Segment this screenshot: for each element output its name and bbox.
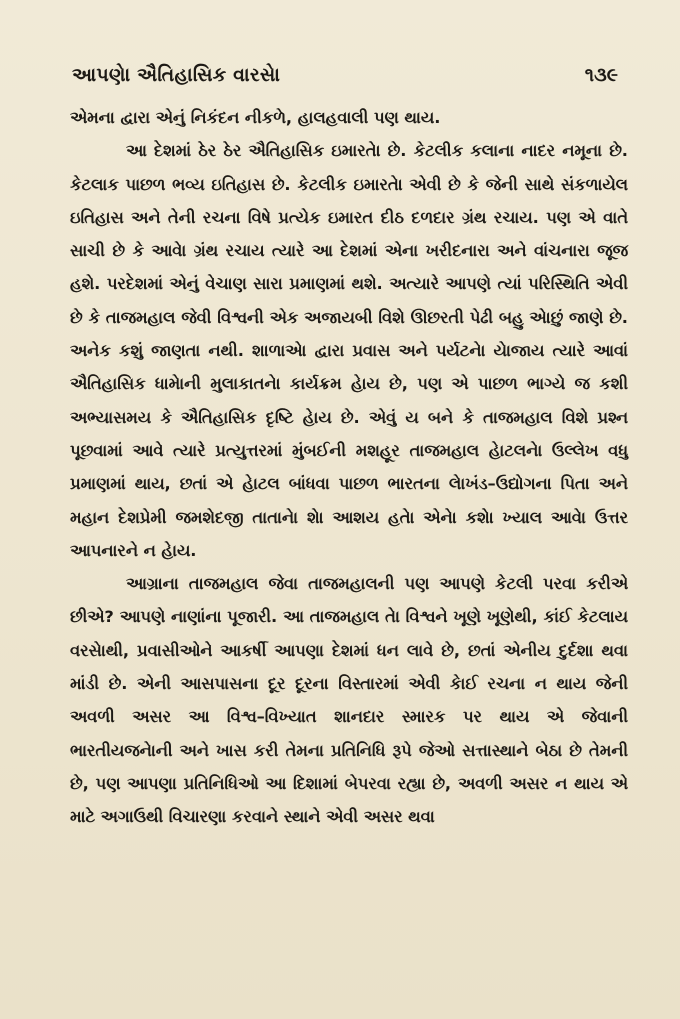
body-text bbox=[70, 101, 628, 834]
page-number: ૧૩૯ bbox=[584, 64, 618, 86]
chapter-title: આપણેા ઐતિહાસિક વારસેા bbox=[72, 64, 281, 86]
paragraph-taj-mahal: આગ્રાના તાજમહાલ જેવા તાજમહાલની પણ આપણે કેટલી પરવા કરીએ છીએ? આપણે નાણાંના પૂજારી. આ તાજમહાલ તેા વિશ્વને ખૂણે ખૂણેથી, કાંઈ કેટલાય વરસેાથી, પ્રવાસીઓને આકર્ષી આપણા દેશમાં ધન લાવે છે, છતાં એનીય દુર્દશા થવા માંડી છે. એની આસપાસના દૂર દૂરના વિસ્તારમાં એવી કેાઈ રચના ન થાય જેની અવળી અસર આ વિશ્વ–વિખ્યાત શાનદાર સ્મારક પર થાય એ જેવાની ભારતીયજનેાની અને ખાસ કરી તેમના પ્રતિનિધિ રૂપે જેઓ સત્તાસ્થાને બેઠા છે તેમની છે, પણ આપણા પ્રતિનિધિઓ આ દિશામાં બેપરવા રહ્યા છે, અવળી અસર ન થાય એ માટે અગાઉથી વિચારણા કરવાને સ્થાને એવી અસર થવા bbox=[70, 574, 628, 827]
running-header bbox=[72, 60, 618, 90]
paragraph-monuments: આ દેશમાં ઠેર ઠેર ઐતિહાસિક ઇમારતેા છે. કેટલીક કલાના નાદર નમૂના છે. કેટલાક પાછળ ભવ્ય ઇતિહાસ છે. કેટલીક ઇમારતેા એવી છે કે જેની સાથે સંકળાયેલ ઇતિહાસ અને તેની રચના વિષે પ્રત્યેક ઇમારત દીઠ દળદાર ગ્રંથ રચાય. પણ એ વાતે સાચી છે કે આવેા ગ્રંથ રચાય ત્યારે આ દેશમાં એના ખરીદનારા અને વાંચનારા જૂજ હશે. પરદેશમાં એનું વેચાણ સારા પ્રમાણમાં થશે. અત્યારે આપણે ત્યાં પરિસ્થિતિ એવી છે કે તાજમહાલ જેવી વિશ્વની એક અજાયબી વિશે ઊછરતી પેઢી બહુ એાછું જાણે છે. અનેક કશું જાણતા નથી. શાળાએા દ્વારા પ્રવાસ અને પર્યટનેા યેાજાય ત્યારે આવાં ઐતિહાસિક ધામેાની મુલાકાતનેા કાર્યક્રમ હેાય છે, પણ એ પાછળ ભાગ્યે જ કશી અભ્યાસમય કે ઐતિહાસિક દૃષ્ટિ હેાય છે. એવું ય બને કે તાજમહાલ વિશે પ્રશ્ન પૂછવામાં આવે ત્યારે પ્રત્યુત્તરમાં મુંબઈની મશહૂર તાજમહાલ હેાટલનેા ઉલ્લેખ વધુ પ્રમાણમાં થાય, છતાં એ હેાટલ બાંધવા પાછળ ભારતના લેાખંડ–ઉદ્યોગના પિતા અને મહાન દેશપ્રેમી જમશેદજી તાતાનેા શેા આશય હતેા એનેા કશેા ખ્યાલ આવેા ઉત્તર આપનારને ન હેાય. bbox=[70, 141, 628, 560]
paragraph-continuation: એમના દ્વારા એનું નિકંદન નીકળે, હાલહવાલી પણ થાય. bbox=[70, 108, 441, 127]
